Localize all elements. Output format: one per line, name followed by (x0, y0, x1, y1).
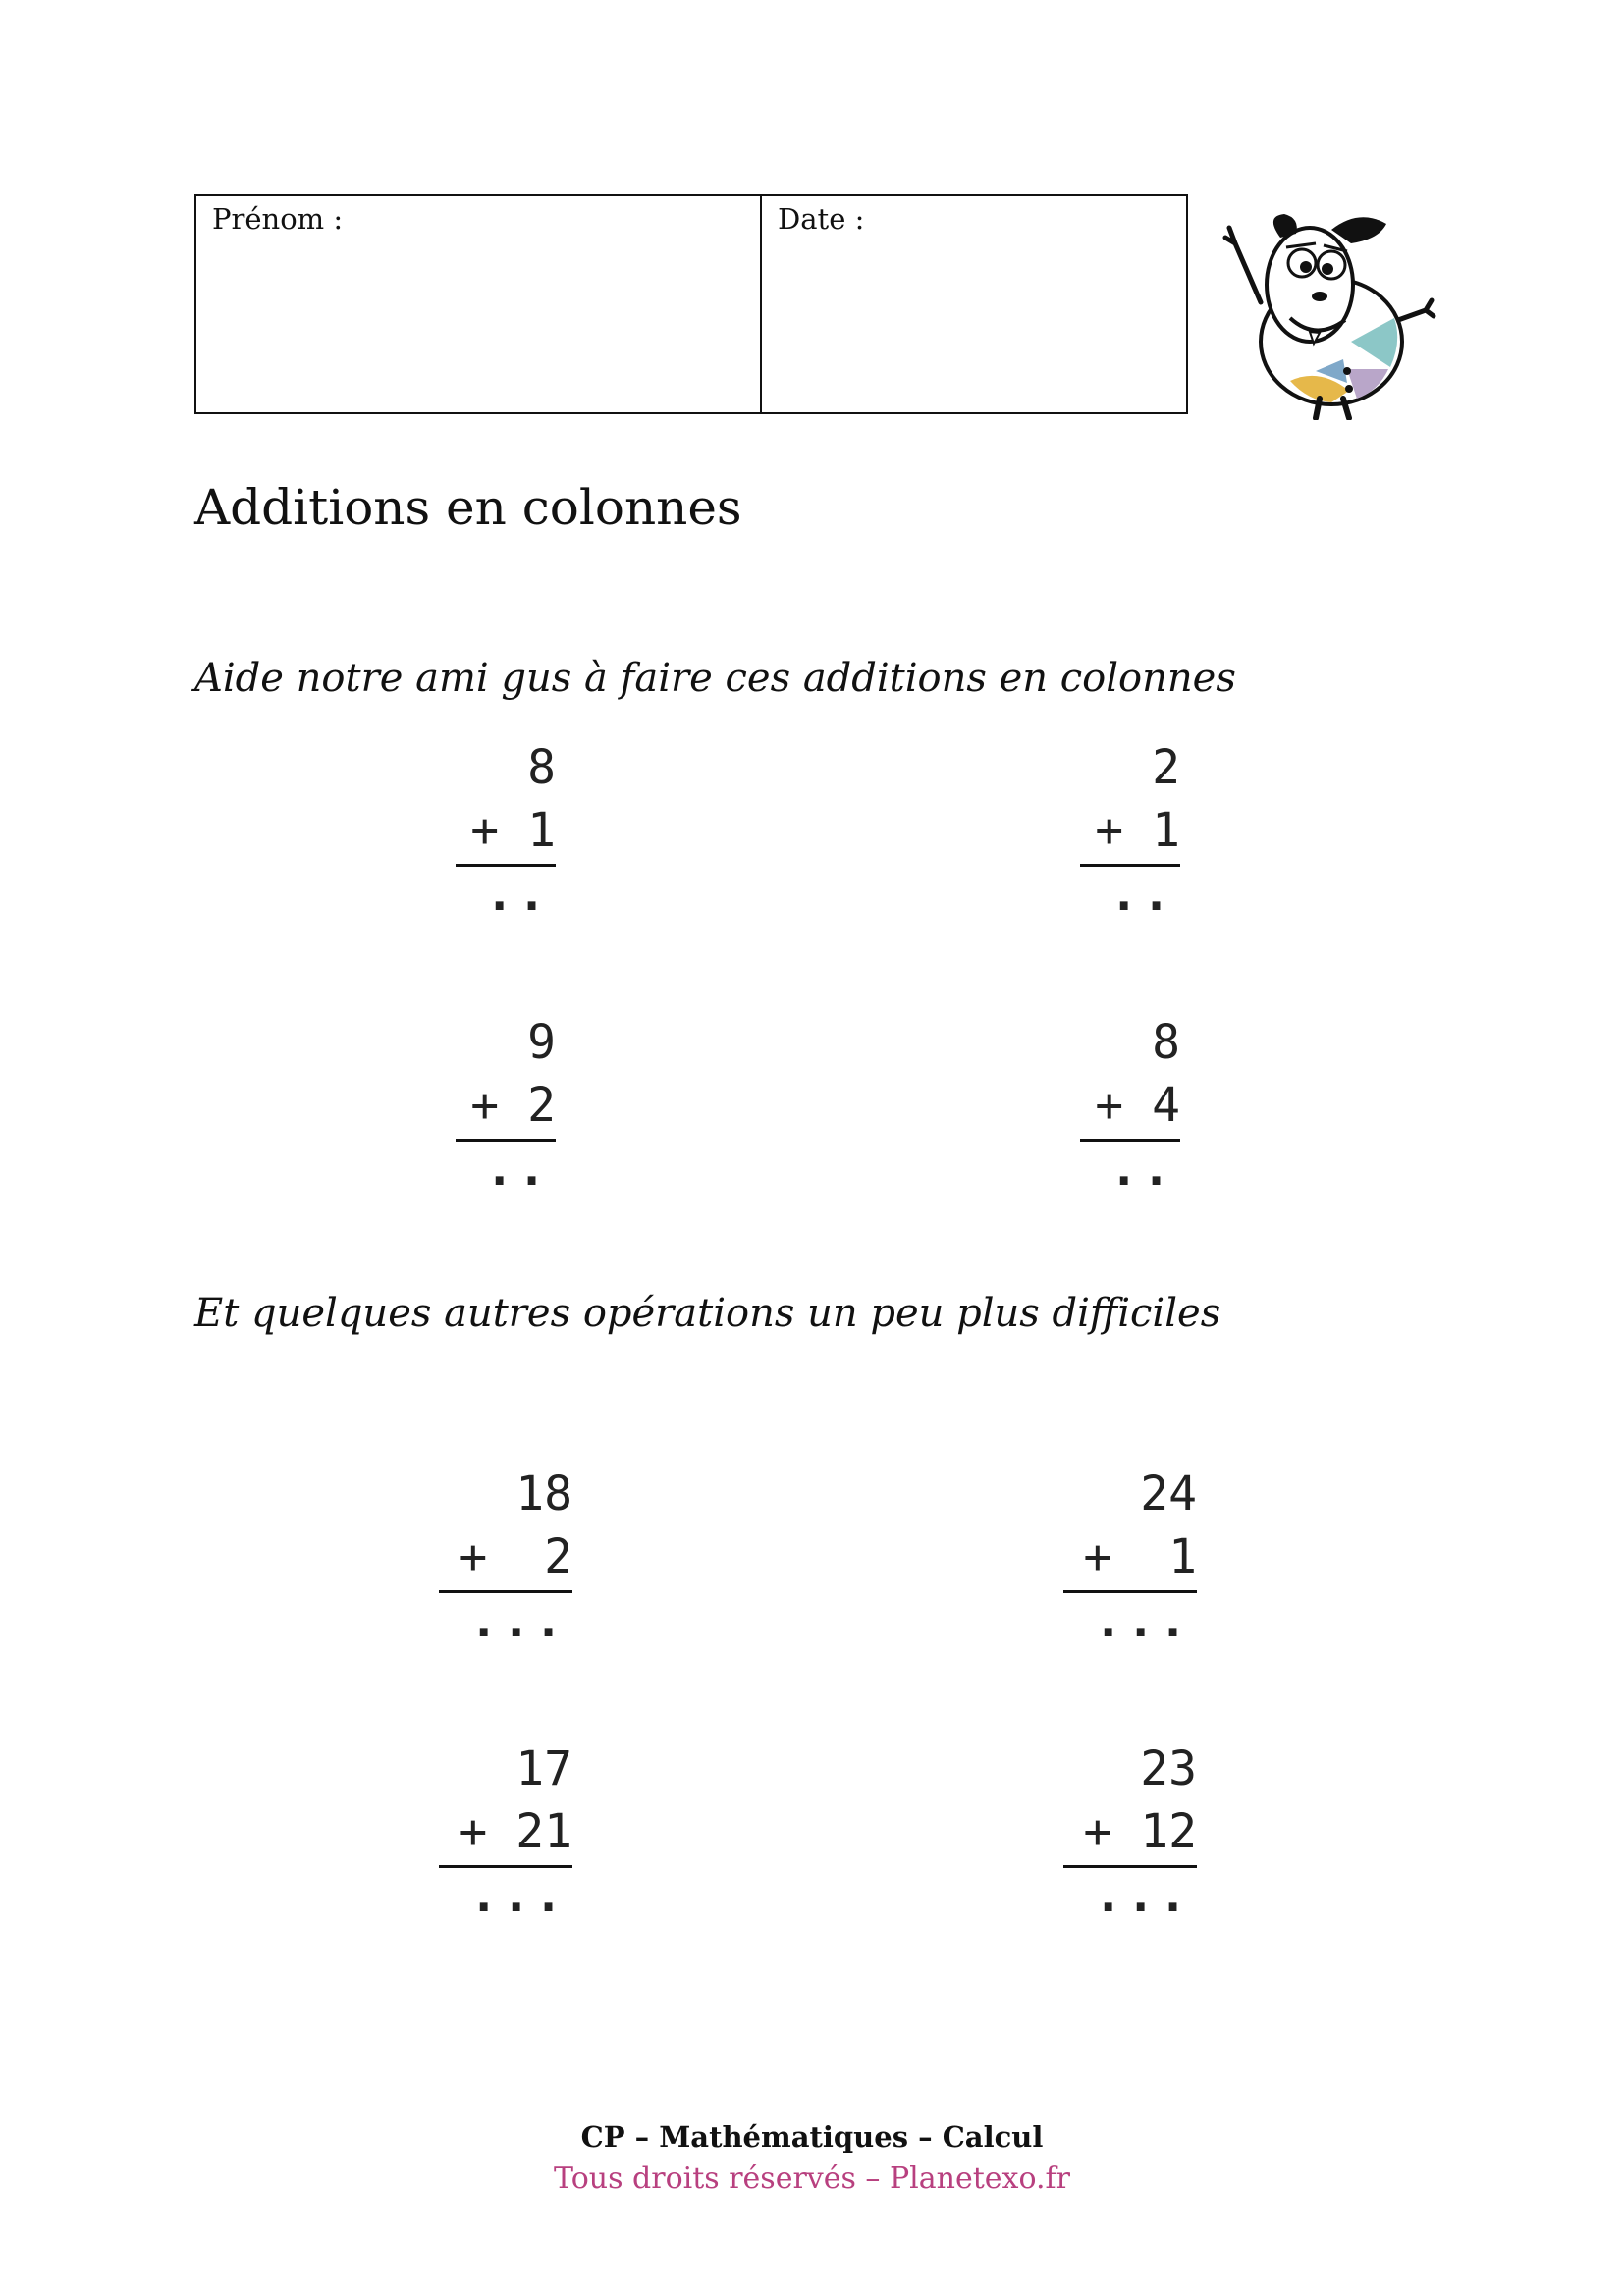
answer-field[interactable]: ... (1094, 1868, 1191, 1923)
page-title: Additions en colonnes (194, 479, 742, 536)
addend-bottom: + 2 (470, 1078, 556, 1133)
instruction-section-2: Et quelques autres opérations un peu plus difficiles (194, 1291, 1221, 1336)
addend-top: 2 (1152, 740, 1180, 795)
answer-field[interactable]: ... (469, 1593, 567, 1648)
addition-problem (439, 1737, 572, 1923)
addend-top: 23 (1140, 1741, 1197, 1796)
addend-top: 17 (515, 1741, 572, 1796)
addend-top: 9 (527, 1015, 556, 1070)
name-field[interactable] (196, 196, 762, 412)
answer-field[interactable]: .. (1110, 867, 1174, 922)
answer-field[interactable]: .. (485, 867, 550, 922)
addend-bottom: + 4 (1095, 1078, 1180, 1133)
addend-top: 8 (527, 740, 556, 795)
addend-bottom: + 1 (470, 803, 556, 858)
addition-problem (1063, 1737, 1197, 1923)
addend-bottom: + 1 (1095, 803, 1180, 858)
date-field[interactable] (762, 196, 1186, 412)
name-label: Prénom : (212, 202, 344, 236)
addend-bottom: + 2 (459, 1529, 572, 1584)
date-label: Date : (778, 202, 865, 236)
addition-problem (456, 736, 556, 922)
addend-top: 8 (1152, 1015, 1180, 1070)
addition-problem (439, 1463, 572, 1648)
addend-bottom: + 21 (459, 1804, 572, 1859)
addition-problem (1080, 736, 1180, 922)
answer-field[interactable]: ... (1094, 1593, 1191, 1648)
answer-field[interactable]: ... (469, 1868, 567, 1923)
answer-field[interactable]: .. (485, 1142, 550, 1197)
addend-bottom: + 12 (1083, 1804, 1197, 1859)
addend-bottom: + 1 (1083, 1529, 1197, 1584)
addend-top: 24 (1140, 1467, 1197, 1522)
addition-problem (456, 1011, 556, 1197)
footer-subject: CP – Mathématiques – Calcul (580, 2120, 1044, 2154)
student-info-table (194, 194, 1188, 414)
footer-copyright: Tous droits réservés – Planetexo.fr (554, 2162, 1070, 2196)
answer-field[interactable]: .. (1110, 1142, 1174, 1197)
sheep-mascot-icon (1221, 194, 1437, 420)
addition-problem (1063, 1463, 1197, 1648)
addend-top: 18 (515, 1467, 572, 1522)
addition-problem (1080, 1011, 1180, 1197)
instruction-section-1: Aide notre ami gus à faire ces additions en colonnes (194, 656, 1236, 701)
